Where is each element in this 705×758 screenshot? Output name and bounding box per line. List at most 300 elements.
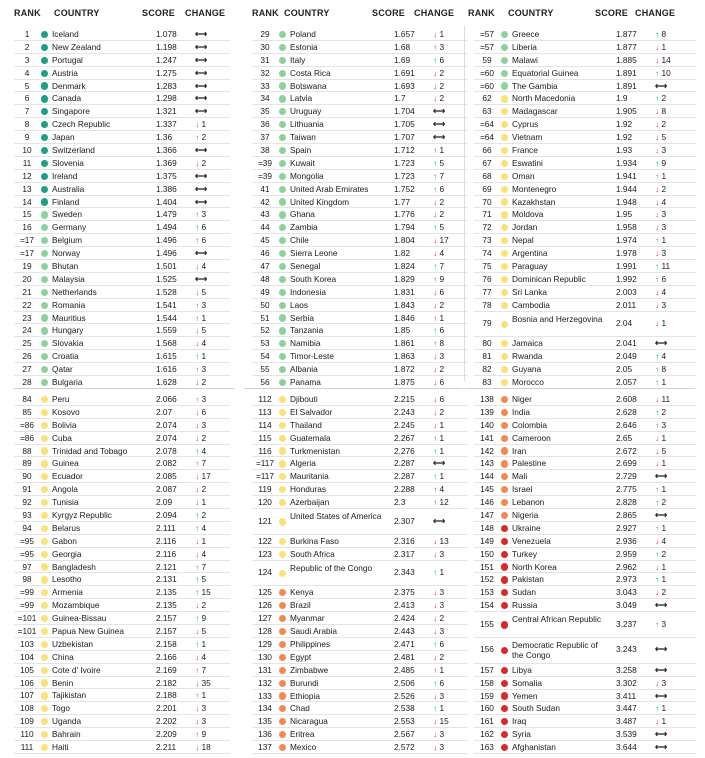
arrow-down-icon: ↓ <box>433 729 438 740</box>
change-cell <box>655 221 689 234</box>
score-cell: 2.646 <box>616 419 637 430</box>
score-cell: 2.567 <box>394 729 415 740</box>
rank-cell: 98 <box>22 574 32 585</box>
change-cell <box>195 728 229 741</box>
change-cell <box>655 54 689 67</box>
arrow-down-icon: ↓ <box>195 432 200 443</box>
country-cell: Malawi <box>512 54 538 65</box>
score-cell: 1.559 <box>156 325 177 336</box>
change-cell <box>433 324 467 337</box>
country-cell: Eswatini <box>512 157 543 168</box>
table-row <box>14 651 230 664</box>
country-cell: Oman <box>512 170 535 181</box>
country-cell: Ecuador <box>52 471 83 482</box>
peace-level-dot <box>501 647 508 654</box>
change-cell <box>433 496 467 509</box>
score-cell: 2.672 <box>616 445 637 456</box>
score-cell: 1.525 <box>156 273 177 284</box>
change-cell <box>195 689 229 702</box>
change-cell <box>433 299 467 312</box>
peace-level-dot <box>279 263 286 270</box>
score-cell: 1.704 <box>394 106 415 117</box>
arrow-down-icon: ↓ <box>433 80 438 91</box>
change-value: 3 <box>439 626 445 637</box>
table-row <box>252 664 468 677</box>
score-cell: 3.539 <box>616 729 637 740</box>
table-row <box>474 483 696 496</box>
rank-cell: 7 <box>24 106 30 117</box>
arrow-left-right-icon: ⟷ <box>655 338 667 349</box>
country-cell: Niger <box>512 394 532 404</box>
rank-cell: 141 <box>480 432 494 443</box>
score-cell: 2.074 <box>156 432 177 443</box>
table-row <box>252 260 468 273</box>
score-cell: 1.337 <box>156 119 177 130</box>
country-cell: Rwanda <box>512 351 543 362</box>
table-row <box>14 376 230 389</box>
rank-cell: 143 <box>480 458 494 469</box>
rank-list <box>14 393 230 754</box>
peace-level-dot <box>501 276 508 283</box>
score-cell: 1.804 <box>394 235 415 246</box>
table-row <box>14 522 230 535</box>
table-row <box>14 573 230 586</box>
country-cell: Turkmenistan <box>290 445 340 456</box>
change-value: 4 <box>661 196 667 207</box>
change-value: 3 <box>439 41 445 52</box>
table-row <box>14 548 230 561</box>
rank-cell: 150 <box>480 548 494 559</box>
table-row <box>252 457 468 470</box>
peace-level-dot <box>279 57 286 64</box>
peace-level-dot <box>501 499 508 506</box>
peace-level-dot <box>41 589 48 596</box>
table-row <box>252 221 468 234</box>
change-value: 4 <box>439 484 445 495</box>
arrow-down-icon: ↓ <box>433 286 438 297</box>
peace-level-dot <box>501 396 508 403</box>
change-cell <box>195 432 229 445</box>
change-cell <box>655 522 689 535</box>
change-value: 2 <box>661 406 667 417</box>
change-value: 1 <box>661 318 667 329</box>
arrow-down-icon: ↓ <box>433 587 438 598</box>
change-value: 2 <box>439 613 445 624</box>
peace-level-dot <box>41 654 48 661</box>
peace-level-dot <box>41 538 48 545</box>
country-cell: China <box>52 651 74 662</box>
table-row <box>252 625 468 638</box>
score-cell: 1.92 <box>616 132 633 143</box>
table-row <box>474 299 696 312</box>
rank-cell: 11 <box>22 157 32 168</box>
peace-level-dot <box>41 147 48 154</box>
country-cell: Georgia <box>52 548 82 559</box>
table-row <box>14 273 230 286</box>
table-row <box>252 406 468 419</box>
peace-level-dot <box>501 353 508 360</box>
score-cell: 2.066 <box>156 394 177 404</box>
country-cell: Poland <box>290 29 316 39</box>
change-value: 7 <box>439 170 445 181</box>
arrow-down-icon: ↓ <box>655 299 660 310</box>
country-cell: United Kingdom <box>290 196 350 207</box>
arrow-left-right-icon: ⟷ <box>195 196 207 207</box>
country-cell: Iraq <box>512 716 527 727</box>
peace-level-dot <box>279 121 286 128</box>
score-cell: 1.707 <box>394 132 415 143</box>
table-row <box>252 67 468 80</box>
country-cell: Australia <box>52 183 85 194</box>
peace-level-dot <box>501 680 508 687</box>
table-row <box>14 470 230 483</box>
change-cell <box>433 312 467 325</box>
change-value: 4 <box>201 445 207 456</box>
change-cell <box>433 715 467 728</box>
peace-level-dot <box>501 409 508 416</box>
table-row <box>474 419 696 432</box>
peace-level-dot <box>501 224 508 231</box>
score-cell: 3.049 <box>616 600 637 611</box>
arrow-up-icon: ↑ <box>195 638 200 649</box>
peace-level-dot <box>279 186 286 193</box>
rank-cell: 83 <box>482 377 492 388</box>
change-cell <box>433 457 467 470</box>
change-cell <box>195 664 229 677</box>
table-row <box>252 509 468 535</box>
rank-cell: 137 <box>258 742 272 753</box>
rank-cell: 158 <box>480 677 494 688</box>
country-cell: Laos <box>290 299 308 310</box>
rank-cell: 26 <box>22 351 32 362</box>
table-row <box>474 350 696 363</box>
table-row <box>14 599 230 612</box>
table-row <box>252 105 468 118</box>
peace-level-dot <box>279 82 286 89</box>
rank-cell: 130 <box>258 651 272 662</box>
arrow-left-right-icon: ⟷ <box>195 273 207 284</box>
rank-cell: 156 <box>480 644 494 655</box>
score-cell: 2.131 <box>156 574 177 585</box>
table-row <box>474 247 696 260</box>
table-row <box>14 247 230 260</box>
rank-cell: 155 <box>480 618 494 629</box>
change-value: 2 <box>661 548 667 559</box>
rank-cell: 51 <box>260 312 270 323</box>
table-row <box>474 118 696 131</box>
arrow-down-icon: ↓ <box>433 600 438 611</box>
score-cell: 1.369 <box>156 157 177 168</box>
country-cell: Eritrea <box>290 729 315 740</box>
change-value: 1 <box>661 522 667 533</box>
change-value: 3 <box>439 600 445 611</box>
rank-cell: =17 <box>19 248 35 259</box>
country-cell: Somalia <box>512 677 542 688</box>
arrow-down-icon: ↓ <box>195 261 200 272</box>
change-cell <box>195 286 229 299</box>
change-value: 4 <box>201 261 207 272</box>
rank-cell: 1 <box>24 29 30 39</box>
arrow-down-icon: ↓ <box>433 690 438 701</box>
rank-cell: 91 <box>22 484 32 495</box>
change-value: 2 <box>661 587 667 598</box>
score-cell: 1.95 <box>616 209 633 220</box>
peace-level-dot <box>41 525 48 532</box>
arrow-left-right-icon: ⟷ <box>195 248 207 259</box>
rank-cell: 115 <box>258 432 272 443</box>
arrow-up-icon: ↑ <box>655 377 660 388</box>
change-value: 1 <box>661 484 667 495</box>
rank-cell: =64 <box>479 132 495 143</box>
score-cell: 1.705 <box>394 119 415 130</box>
score-cell: 1.944 <box>616 183 637 194</box>
country-cell: Malaysia <box>52 273 85 284</box>
score-cell: 1.794 <box>394 222 415 233</box>
change-value: 2 <box>439 406 445 417</box>
arrow-up-icon: ↑ <box>433 638 438 649</box>
rank-cell: 48 <box>260 273 270 284</box>
block-divider <box>14 388 234 389</box>
rank-cell: 20 <box>22 273 32 284</box>
country-cell: Papua New Guinea <box>52 626 124 637</box>
peace-level-dot <box>279 718 286 725</box>
rank-cell: 15 <box>22 209 32 220</box>
country-cell: Norway <box>52 248 81 259</box>
arrow-down-icon: ↓ <box>195 377 200 388</box>
change-cell <box>195 41 229 54</box>
arrow-down-icon: ↓ <box>655 458 660 469</box>
country-cell: Spain <box>290 145 312 156</box>
rank-cell: 2 <box>24 41 30 52</box>
country-cell: Palestine <box>512 458 547 469</box>
change-cell <box>655 496 689 509</box>
change-value: 12 <box>439 497 449 508</box>
country-cell: Venezuela <box>512 535 551 546</box>
arrow-down-icon: ↓ <box>195 497 200 508</box>
rank-cell: 121 <box>258 515 272 526</box>
peace-level-dot <box>41 173 48 180</box>
rank-cell: 111 <box>20 742 34 753</box>
peace-level-dot <box>501 473 508 480</box>
table-row <box>252 208 468 221</box>
peace-level-dot <box>279 628 286 635</box>
rank-cell: 12 <box>22 170 32 181</box>
rank-cell: 131 <box>258 664 272 675</box>
rank-cell: 28 <box>22 377 32 388</box>
country-cell: Qatar <box>52 364 73 375</box>
score-cell: 1.875 <box>394 377 415 388</box>
country-cell: Philippines <box>290 638 331 649</box>
change-cell <box>433 586 467 599</box>
country-cell: South Africa <box>290 548 335 559</box>
rank-cell: 144 <box>480 471 494 482</box>
change-value: 3 <box>661 677 667 688</box>
rank-cell: =99 <box>19 587 35 598</box>
rank-cell: =57 <box>479 29 495 39</box>
arrow-up-icon: ↑ <box>433 703 438 714</box>
rank-cell: 9 <box>24 132 30 143</box>
score-cell: 1.905 <box>616 106 637 117</box>
arrow-up-icon: ↑ <box>433 445 438 456</box>
change-value: 5 <box>201 286 207 297</box>
change-value: 2 <box>201 600 207 611</box>
peace-level-dot <box>279 237 286 244</box>
change-value: 2 <box>201 377 207 388</box>
country-cell: Japan <box>52 132 75 143</box>
table-row <box>14 144 230 157</box>
arrow-up-icon: ↑ <box>433 312 438 323</box>
country-cell: Canada <box>52 93 82 104</box>
country-cell: Sudan <box>512 587 536 598</box>
peace-level-dot <box>501 551 508 558</box>
table-row <box>474 273 696 286</box>
peace-level-dot <box>501 486 508 493</box>
change-value: 6 <box>439 677 445 688</box>
rank-cell: 123 <box>258 548 272 559</box>
rank-cell: 105 <box>20 664 34 675</box>
arrow-down-icon: ↓ <box>433 209 438 220</box>
peace-level-dot <box>279 70 286 77</box>
peace-level-dot <box>501 82 508 89</box>
table-row <box>474 286 696 299</box>
arrow-up-icon: ↑ <box>433 261 438 272</box>
score-cell: 2.316 <box>394 535 415 546</box>
change-cell <box>195 702 229 715</box>
change-cell <box>433 728 467 741</box>
country-cell: Democratic Republic of the Congo <box>512 639 598 661</box>
score-cell: 1.9 <box>616 93 628 104</box>
rank-cell: 104 <box>20 651 34 662</box>
peace-level-dot <box>279 147 286 154</box>
country-cell: Zambia <box>290 222 318 233</box>
peace-level-dot <box>41 422 48 429</box>
change-cell <box>433 67 467 80</box>
change-cell <box>433 393 467 406</box>
score-cell: 1.93 <box>616 145 633 156</box>
peace-level-dot <box>41 108 48 115</box>
country-cell: Estonia <box>290 41 318 52</box>
change-value: 18 <box>201 742 211 753</box>
change-cell <box>195 247 229 260</box>
header-country: COUNTRY <box>54 8 100 18</box>
rank-cell: 75 <box>482 261 492 272</box>
rank-cell: 41 <box>260 183 270 194</box>
arrow-up-icon: ↑ <box>433 338 438 349</box>
country-cell: Montenegro <box>512 183 557 194</box>
peace-level-dot <box>501 302 508 309</box>
country-cell: Costa Rica <box>290 67 331 78</box>
country-cell: Mali <box>512 471 528 482</box>
peace-level-dot <box>501 563 508 570</box>
table-row <box>474 535 696 548</box>
rank-cell: 6 <box>24 93 30 104</box>
peace-level-dot <box>41 327 48 334</box>
score-cell: 1.992 <box>616 273 637 284</box>
peace-level-dot <box>501 525 508 532</box>
score-cell: 2.243 <box>394 406 415 417</box>
score-cell: 3.043 <box>616 587 637 598</box>
peace-level-dot <box>501 237 508 244</box>
rank-cell: 110 <box>20 729 34 740</box>
change-cell <box>433 599 467 612</box>
change-value: 10 <box>661 67 671 78</box>
country-cell: Djibouti <box>290 394 318 404</box>
change-cell <box>655 299 689 312</box>
table-row <box>14 105 230 118</box>
score-cell: 2.111 <box>156 522 176 533</box>
change-value: 4 <box>201 651 207 662</box>
change-cell <box>195 406 229 419</box>
table-row <box>474 638 696 664</box>
table-row <box>14 406 230 419</box>
peace-level-dot <box>501 667 508 674</box>
change-cell <box>195 586 229 599</box>
arrow-up-icon: ↑ <box>195 574 200 585</box>
country-cell: Myanmar <box>290 613 325 624</box>
table-row <box>252 496 468 509</box>
peace-level-dot <box>501 744 508 751</box>
change-cell <box>433 690 467 703</box>
rank-cell: 162 <box>480 729 494 740</box>
change-value: 1 <box>661 716 667 727</box>
arrow-down-icon: ↓ <box>433 651 438 662</box>
change-cell <box>195 196 229 209</box>
table-row <box>14 337 230 350</box>
change-cell <box>655 28 689 41</box>
change-value: 1 <box>661 377 667 388</box>
arrow-down-icon: ↓ <box>655 132 660 143</box>
score-cell: 2.526 <box>394 690 415 701</box>
rank-cell: 76 <box>482 273 492 284</box>
column-divider <box>464 26 465 381</box>
peace-level-dot <box>41 250 48 257</box>
rank-cell: 37 <box>260 132 270 143</box>
table-row <box>474 561 696 574</box>
peace-level-dot <box>41 435 48 442</box>
header-score: SCORE <box>142 8 176 18</box>
table-row <box>474 432 696 445</box>
arrow-up-icon: ↑ <box>195 312 200 323</box>
score-cell: 1.628 <box>156 377 177 388</box>
arrow-up-icon: ↑ <box>433 664 438 675</box>
change-value: 9 <box>661 157 667 168</box>
rank-cell: 122 <box>258 535 272 546</box>
table-row <box>252 234 468 247</box>
table-row <box>474 221 696 234</box>
change-value: 7 <box>201 458 207 469</box>
country-cell: Zimbabwe <box>290 664 329 675</box>
country-cell: Botswana <box>290 80 327 91</box>
score-cell: 2.158 <box>156 638 177 649</box>
change-cell <box>433 702 467 715</box>
change-cell <box>195 260 229 273</box>
rank-cell: 145 <box>480 484 494 495</box>
country-cell: Equatorial Guinea <box>512 67 579 78</box>
table-row <box>14 67 230 80</box>
peace-level-dot <box>279 276 286 283</box>
change-value: 6 <box>439 325 445 336</box>
change-value: 11 <box>661 261 671 272</box>
arrow-up-icon: ↑ <box>195 729 200 740</box>
arrow-down-icon: ↓ <box>655 41 660 52</box>
country-cell: Syria <box>512 729 531 740</box>
country-cell: The Gambia <box>512 80 558 91</box>
peace-level-dot <box>501 134 508 141</box>
rank-cell: 119 <box>258 484 272 495</box>
table-row <box>14 92 230 105</box>
country-cell: Moldova <box>512 209 544 220</box>
peace-level-dot <box>41 211 48 218</box>
